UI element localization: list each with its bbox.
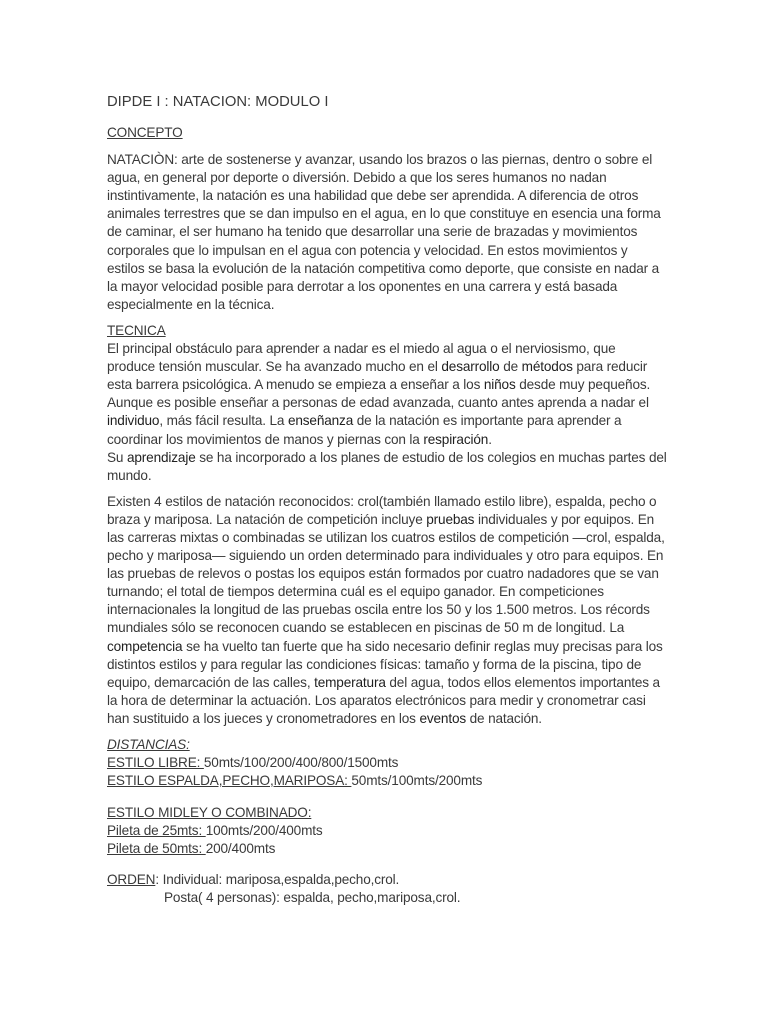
concepto-heading: CONCEPTO: [107, 125, 183, 140]
document-page: [107, 93, 667, 907]
link-competencia[interactable]: competencia: [107, 638, 183, 654]
text-run: de: [499, 359, 522, 375]
text-run: desde muy pequeños. Aunque es posible enseñar a personas de edad avanzada, cuanto antes aprenda a nadar el: [107, 377, 651, 411]
concepto-paragraph: NATACIÒN: arte de sostenerse y avanzar, usando los brazos o las piernas, dentro o sobre el agua, en general por deporte o diversión. Debido a que los seres humanos no nadan instintivamente, la natación es una habilidad que debe ser aprendida. A diferencia de otros animales terrestres que se dan impulso en el agua, en lo que constituye en esencia una forma de caminar, el ser humano ha tenido que desarrollar una serie de brazadas y movimientos corporales que lo impulsan en el agua con potencia y velocidad. En estos movimientos y estilos se basa la evolución de la natación competitiva como deporte, que consiste en nadar a la mayor velocidad posible para derrotar a los oponentes en una carrera y está basada especialmente en la técnica.: [107, 152, 661, 312]
orden-line: [107, 871, 667, 889]
link-eventos[interactable]: eventos: [419, 710, 466, 726]
estilo-libre-label: ESTILO LIBRE:: [107, 755, 204, 771]
estilo-espalda-line: [107, 772, 667, 790]
link-respiracion[interactable]: respiración: [423, 431, 489, 447]
link-pruebas[interactable]: pruebas: [426, 511, 475, 527]
pileta-50-line: [107, 840, 667, 858]
medley-heading: ESTILO MIDLEY O COMBINADO:: [107, 805, 312, 821]
link-metodos[interactable]: métodos: [521, 359, 573, 375]
tecnica-paragraph-1: [107, 340, 667, 449]
text-run: para reducir esta barrera psicológica. A menudo se empieza a enseñar a los: [107, 359, 648, 393]
link-individuo[interactable]: individuo: [107, 413, 160, 429]
pileta-25-value: 100mts/200/400mts: [205, 823, 323, 839]
spacer: [107, 790, 667, 804]
text-run: de natación.: [466, 710, 542, 726]
distancias-heading: DISTANCIAS:: [107, 737, 190, 752]
estilo-espalda-value: 50mts/100mts/200mts: [351, 773, 483, 789]
estilo-espalda-label: ESTILO ESPALDA,PECHO,MARIPOSA:: [107, 773, 352, 789]
pileta-25-line: [107, 822, 667, 840]
tecnica-paragraph-2: [107, 449, 667, 485]
link-ninos[interactable]: niños: [483, 377, 516, 393]
text-run: se ha incorporado a los planes de estudio de los colegios en muchas partes del mundo.: [107, 449, 667, 483]
text-run: El principal obstáculo para aprender a nadar es el miedo al agua o el nerviosismo, que produce tensión muscular. Se ha avanzado mucho en el: [107, 341, 616, 375]
text-run: se ha vuelto tan fuerte que ha sido necesario definir reglas muy precisas para los distintos estilos y para regular las condiciones físicas: tamaño y forma de la piscina, tipo de equipo, demarcación de las calles,: [107, 638, 663, 690]
pileta-50-label: Pileta de 50mts:: [107, 841, 206, 857]
pileta-25-label: Pileta de 25mts:: [107, 823, 206, 839]
link-aprendizaje[interactable]: aprendizaje: [126, 449, 196, 465]
text-run: , más fácil resulta. La: [159, 413, 288, 429]
link-temperatura[interactable]: temperatura: [314, 674, 386, 690]
text-run: Su: [107, 449, 127, 465]
text-run: del agua, todos ellos elementos importantes a la hora de determinar la actuación. Los aparatos electrónicos para medir y cronometrar casi han sustituido a los jueces y cronometradores en los: [107, 674, 660, 726]
text-run: .: [488, 431, 492, 447]
text-run: Existen 4 estilos de natación reconocidos: crol(también llamado estilo libre), espalda, pecho o braza y mariposa. La natación de competición incluye: [107, 493, 657, 527]
link-desarrollo[interactable]: desarrollo: [441, 359, 500, 375]
orden-posta: Posta( 4 personas): espalda, pecho,mariposa,crol.: [164, 889, 461, 905]
orden-label: ORDEN: [107, 871, 156, 887]
link-ensenanza[interactable]: enseñanza: [287, 413, 354, 429]
estilos-paragraph: [107, 493, 667, 728]
estilo-libre-line: [107, 754, 667, 772]
text-run: de la natación es importante para aprender a coordinar los movimientos de manos y piernas con la: [107, 413, 622, 447]
text-run: individuales y por equipos. En las carreras mixtas o combinadas se utilizan los cuatros estilos de competición —crol, espalda, pecho y mariposa— siguiendo un orden determinado para individuales y otro para equipos. En las pruebas de relevos o postas los equipos están formados por cuatro nadadores que se van turnando; el total de tiempos determina cuál es el equipo ganador. En competiciones internacionales la longitud de las pruebas oscila entre los 50 y los 1.500 metros. Los récords mundiales sólo se reconocen cuando se establecen en piscinas de 50 m de longitud. La: [107, 511, 665, 636]
tecnica-heading: TECNICA: [107, 322, 166, 338]
spacer: [107, 859, 667, 871]
document-title: DIPDE I : NATACION: MODULO I: [107, 94, 329, 110]
estilo-libre-value: 50mts/100/200/400/800/1500mts: [203, 755, 399, 771]
orden-individual: : Individual: mariposa,espalda,pecho,crol.: [155, 871, 400, 887]
pileta-50-value: 200/400mts: [205, 841, 276, 857]
